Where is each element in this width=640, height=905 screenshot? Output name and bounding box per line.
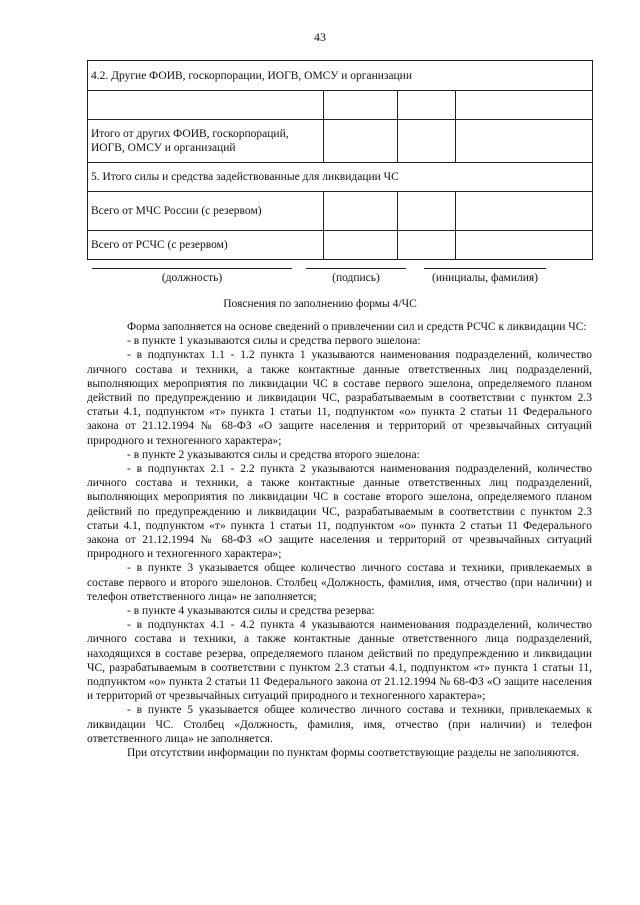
table-cell — [456, 192, 593, 231]
paragraph: - в пункте 5 указывается общее количество личного состава и техники, привлекаемых к ликвидации ЧС. Столбец «Должность, фамилия, имя, отчество (при наличии) и телефон ответственного лица» не заполняется. — [87, 704, 592, 745]
total-rschs-label: Всего от РСЧС (с резервом) — [88, 231, 324, 260]
total-mchs-label: Всего от МЧС России (с резервом) — [88, 192, 324, 231]
paragraph: При отсутствии информации по пунктам формы соответствующие разделы не заполняются. — [127, 747, 580, 760]
signature-field: (подпись) — [306, 268, 406, 284]
table-row — [88, 192, 593, 231]
table-row — [88, 91, 593, 120]
table-cell — [324, 91, 398, 120]
table-row — [88, 61, 593, 91]
section-5-heading: 5. Итого силы и средства задействованные для ликвидации ЧС — [88, 163, 593, 192]
table-cell — [324, 192, 398, 231]
notes-title: Пояснения по заполнению формы 4/ЧС — [223, 298, 417, 310]
table-cell — [398, 91, 456, 120]
table-cell — [398, 120, 456, 163]
page-number: 43 — [314, 30, 326, 44]
notes-body — [87, 320, 592, 760]
paragraph: - в подпунктах 4.1 - 4.2 пункта 4 указываются наименования подразделений, количество личного состава и техники, а также контактные данные ответственного лица подразделений, находящихся в составе резерва, определяемого планом действий по предупреждению и ликвидации ЧС, разрабатываемым в соответствии с пунктом 2.3 статьи 4.1, подпунктом «т» пункта 1 статьи 11, подпунктом «о» пункта 2 статьи 11 Федерального закона от 21.12.1994 № 68-ФЗ «О защите населения и территорий от чрезвычайных ситуаций природного и техногенного характера»; — [87, 619, 592, 703]
table-cell — [456, 120, 593, 163]
paragraph: - в пункте 4 указываются силы и средства резерва: — [127, 605, 375, 618]
total-other-label: Итого от других ФОИВ, госкорпораций, ИОГВ, ОМСУ и организаций — [88, 120, 324, 163]
table-cell — [324, 231, 398, 260]
table-cell — [398, 231, 456, 260]
paragraph: - в пункте 3 указывается общее количество личного состава и техники, привлекаемых в составе первого и второго эшелонов. Столбец «Должность, фамилия, имя, отчество (при наличии) и телефон ответственного лица» не заполняется; — [87, 562, 592, 603]
paragraph: - в подпунктах 1.1 - 1.2 пункта 1 указываются наименования подразделений, количество личного состава и техники, а также контактные данные ответственных лиц подразделений, выполняющих мероприятия по ликвидации ЧС в составе первого эшелона, определяемого планом действий по предупреждению и ликвидации ЧС, разрабатываемым в соответствии с пунктом 2.3 статьи 4.1, подпунктом «т» пункта 1 статьи 11, подпунктом «о» пункта 2 статьи 11 Федерального закона от 21.12.1994 № 68-ФЗ «О защите населения и территорий от чрезвычайных ситуаций природного и техногенного характера»; — [87, 349, 592, 447]
paragraph: Форма заполняется на основе сведений о привлечении сил и средств РСЧС к ликвидации ЧС: — [127, 321, 587, 333]
table-cell — [456, 231, 593, 260]
signature-position-field: (должность) — [92, 268, 292, 284]
forces-table — [87, 60, 593, 260]
signature-initials-field: (инициалы, фамилия) — [424, 268, 546, 284]
paragraph: - в пункте 1 указываются силы и средства первого эшелона: — [127, 335, 421, 348]
table-cell — [398, 192, 456, 231]
table-row — [88, 231, 593, 260]
table-cell — [324, 120, 398, 163]
table-row — [88, 163, 593, 192]
table-cell — [88, 91, 324, 120]
section-4-2-heading: 4.2. Другие ФОИВ, госкорпорации, ИОГВ, ОМСУ и организации — [88, 61, 593, 91]
table-cell — [456, 91, 593, 120]
paragraph: - в пункте 2 указываются силы и средства второго эшелона: — [127, 448, 420, 461]
table-row — [88, 120, 593, 163]
paragraph: - в подпунктах 2.1 - 2.2 пункта 2 указываются наименования подразделений, количество личного состава и техники, а также контактные данные ответственных лиц подразделений, выполняющих мероприятия по ликвидации ЧС в составе второго эшелона, определяемого планом действий по предупреждению и ликвидации ЧС, разрабатываемым в соответствии с пунктом 2.3 статьи 4.1, подпунктом «т» пункта 1 статьи 11, подпунктом «о» пункта 2 статьи 11 Федерального закона от 21.12.1994 № 68-ФЗ «О защите населения и территорий от чрезвычайных ситуаций природного и техногенного характера»; — [87, 463, 592, 561]
